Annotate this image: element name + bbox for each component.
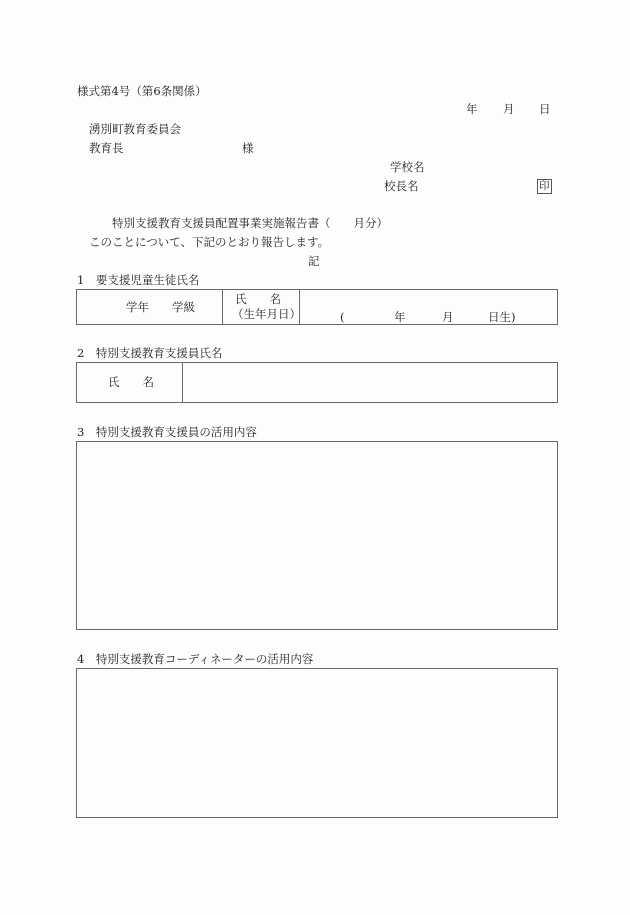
seal-icon: 印 [539, 180, 550, 192]
divider [222, 290, 223, 324]
staff-name-label: 氏 名 [108, 375, 154, 389]
ki-heading: 記 [308, 254, 320, 268]
birth-open: ( [340, 310, 345, 324]
principal-name-label: 校長名 [384, 179, 419, 193]
document-title: 特別支援教育支援員配置事業実施報告書（ 月分） [112, 216, 388, 230]
coordinator-usage-textarea[interactable] [76, 668, 558, 818]
birth-month-label: 月 [442, 310, 454, 324]
divider [182, 363, 183, 402]
date-day-label: 日 [539, 102, 551, 116]
addressee-org: 湧別町教育委員会 [89, 122, 181, 136]
support-staff-table [76, 362, 558, 403]
staff-usage-textarea[interactable] [76, 441, 558, 630]
section3-heading: 3 特別支援教育支援員の活用内容 [77, 425, 257, 439]
birth-year-label: 年 [394, 310, 406, 324]
birth-day-label: 日生) [488, 310, 516, 324]
section1-heading: 1 要支援児童生徒氏名 [77, 273, 200, 287]
date-month-label: 月 [503, 102, 515, 116]
date-year-label: 年 [466, 102, 478, 116]
intro-text: このことについて、下記のとおり報告します。 [89, 235, 330, 249]
form-number: 様式第4号（第6条関係） [77, 84, 207, 98]
student-table [76, 289, 558, 325]
school-name-label: 学校名 [390, 160, 425, 174]
birthdate-label: （生年月日） [232, 307, 301, 321]
addressee-honorific: 様 [242, 141, 254, 155]
addressee-title: 教育長 [89, 141, 124, 155]
name-label: 氏 名 [235, 292, 281, 306]
section2-heading: 2 特別支援教育支援員氏名 [77, 346, 223, 360]
grade-class-field[interactable]: 学年 学級 [126, 300, 195, 314]
staff-name-field[interactable] [184, 363, 557, 402]
seal-mark [537, 179, 552, 194]
section4-heading: 4 特別支援教育コーディネーターの活用内容 [77, 652, 314, 666]
